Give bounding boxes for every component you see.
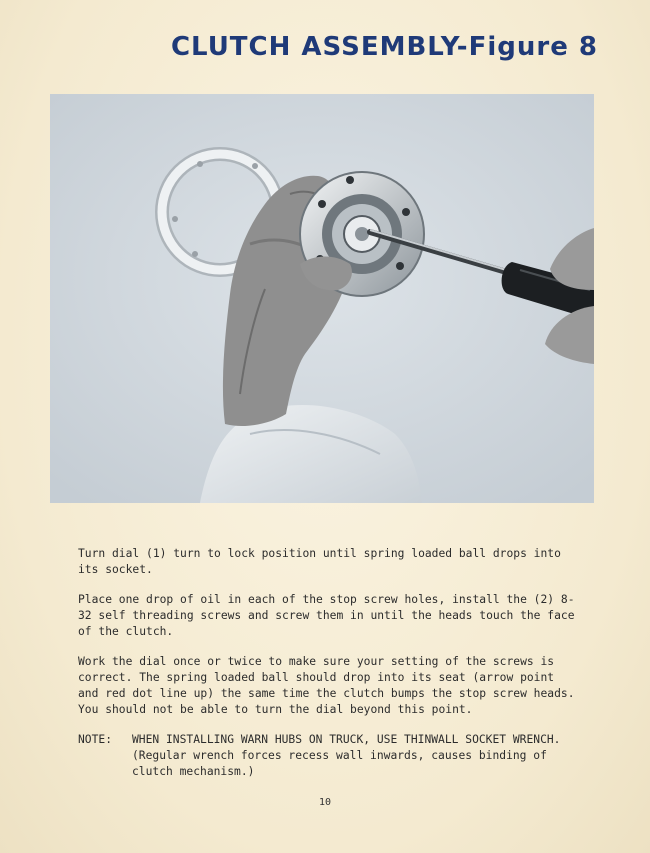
clutch-assembly-photo [50,94,594,503]
instruction-paragraph: Place one drop of oil in each of the stop screw holes, install the (2) 8-32 self threading screws and screw them in until the heads touch the face of the clutch. [78,593,575,638]
instructions [78,546,578,780]
note-label: NOTE: [78,733,113,746]
note-text: WHEN INSTALLING WARN HUBS ON TRUCK, USE THINWALL SOCKET WRENCH. (Regular wrench forces recess wall inwards, causes binding of clutch mechanism.) [132,733,561,778]
figure-photo [50,94,594,503]
page-title: CLUTCH ASSEMBLY-Figure 8 [170,32,598,62]
instruction-paragraph: Turn dial (1) turn to lock position until spring loaded ball drops into its socket. [78,547,561,576]
note-block [78,732,578,780]
instruction-paragraph: Work the dial once or twice to make sure your setting of the screws is correct. The spring loaded ball should drop into its seat (arrow point and red dot line up) the same time the clutch bumps the stop screw heads. You should not be able to turn the dial beyond this point. [78,655,575,716]
page-number: 10 [318,797,332,808]
